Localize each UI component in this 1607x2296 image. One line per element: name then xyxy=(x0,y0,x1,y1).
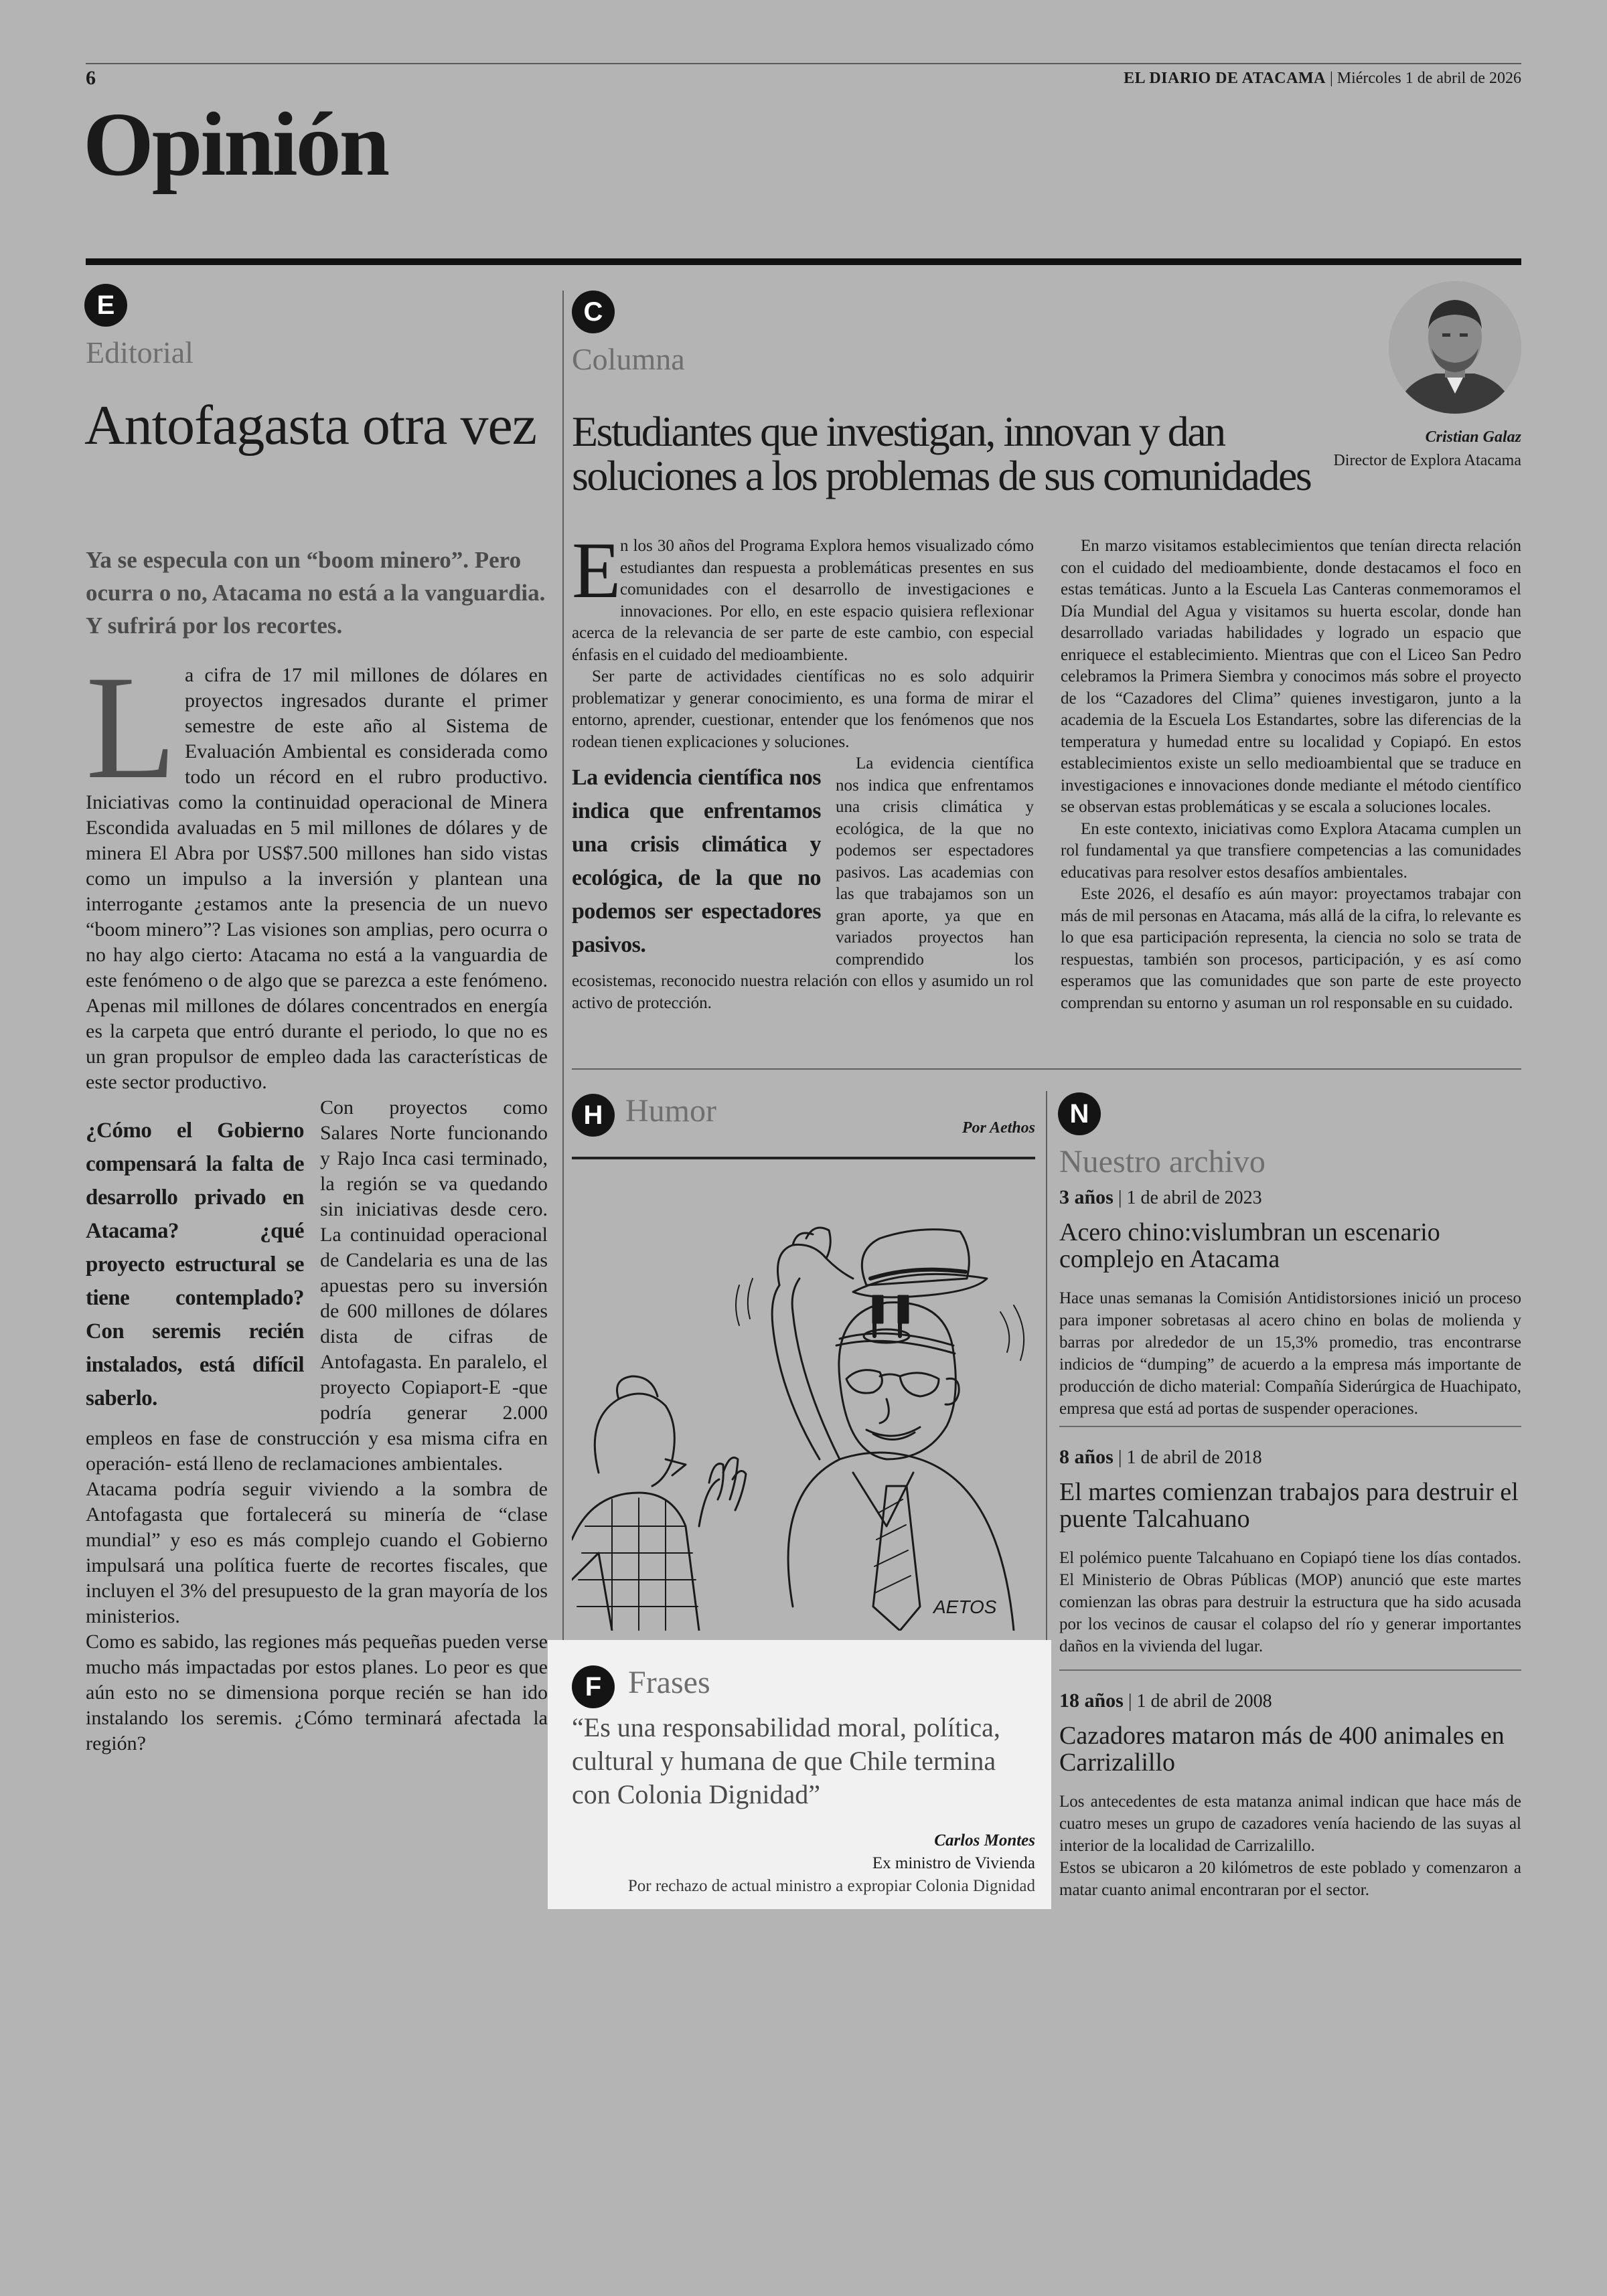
column-paragraph: n los 30 años del Programa Explora hemos visualizado cómo estudiantes dan respuesta a problemáticas presentes en sus comunidades con el desarrollo de investigaciones e innovaciones. Por ello, en este espacio quisiera reflexionar acerca de la relevancia de ser parte de este cambio, con especial énfasis en el cuidado del medioambiente. xyxy=(572,537,1034,664)
archivo-years: 3 años xyxy=(1059,1186,1114,1208)
editorial-paragraph: Como es sabido, las regiones más pequeñas pueden verse mucho más impactadas por estos planes. Lo peor es que aún esto no se dimensiona porque recién se han ido instalando los seremis. ¿Cómo terminará afectada la región? xyxy=(86,1631,548,1754)
archivo-divider xyxy=(1059,1426,1521,1427)
archivo-item xyxy=(1059,1186,1521,1420)
archivo-date: 1 de abril de 2018 xyxy=(1126,1447,1262,1468)
editorial-paragraph: a cifra de 17 mil millones de dólares en proyectos ingresados durante el primer semestre de este año al Sistema de Evaluación Ambiental es considerada como todo un récord en el rubro productivo. Iniciativas como la continuidad operacional de Minera Escondida avaluadas en 5 mil millones de dólares y de minera El Abra por US$7.500 millones han sido vistas como un impulso a la inversión y plantean una interrogante ¿estamos ante la presencia de un nuevo “boom minero”? Las visiones son amplias, pero ocurra o no hay algo cierto: Atacama no está a la vanguardia de este fenómeno o de algo que se parezca a este fenómeno. Apenas mil millones de dólares concentrados en energía es la carpeta que entró durante el periodo, lo que no es un gran propulsor de empleo dada las características de este sector productivo. xyxy=(86,664,548,1093)
archivo-date: 1 de abril de 2008 xyxy=(1136,1691,1272,1712)
humor-byline: Por Aethos xyxy=(962,1119,1035,1137)
page-number: 6 xyxy=(86,67,96,89)
archivo-item xyxy=(1059,1446,1521,1657)
column-paragraph: Ser parte de actividades científicas no es solo adquirir problematizar y generar conocimiento, es una forma de mirar el entorno, aprender, cuestionar, entender que los fenómenos que nos rodean tienen explicaciones y soluciones. xyxy=(572,667,1034,751)
archivo-date-line: 18 años | 1 de abril de 2008 xyxy=(1059,1690,1272,1712)
column-body-right xyxy=(1061,536,1521,1014)
editorial-kicker: Editorial xyxy=(86,335,194,370)
section-rule xyxy=(86,258,1521,265)
archivo-text: Los antecedentes de esta matanza animal indican que hace más de cuatro meses un grupo de cazadores venía haciendo de las suyas al interior de la localidad de Carrizalillo. xyxy=(1059,1793,1521,1855)
column-badge: C xyxy=(572,291,615,333)
section-divider xyxy=(572,1068,1521,1070)
archivo-kicker: Nuestro archivo xyxy=(1059,1144,1266,1179)
archivo-years: 18 años xyxy=(1059,1690,1124,1712)
column-drop-cap: E xyxy=(572,525,621,614)
archivo-text: Hace unas semanas la Comisión Antidistorsiones inició un proceso para imponer sobretasas al acero chino en bolas de molienda y barras por alrededor de un 15,3% promedio, tras encontrarse indicios de “dumping” de acuerdo a la empresa más importante de producción de dicho material: Compañía Siderúrgica de Huachipato, empresa que está ad portas de suspender operaciones. xyxy=(1059,1289,1521,1418)
humor-kicker: Humor xyxy=(625,1093,716,1129)
editorial-pull-quote: ¿Cómo el Gobierno compensará la falta de desarrollo privado en Atacama? ¿qué proyecto estructural se tiene contemplado? Con seremis recién instalados, está difícil saberlo. xyxy=(86,1119,304,1410)
paper-name: EL DIARIO DE ATACAMA xyxy=(1124,70,1326,87)
archivo-headline: Cazadores mataron más de 400 animales en Carrizalillo xyxy=(1059,1722,1505,1777)
editorial-body xyxy=(86,645,548,1756)
archivo-text: El polémico puente Talcahuano en Copiapó tiene los días contados. El Ministerio de Obras Públicas (MOP) anunció que este martes comienzan las obras para destruir la estructura que ha sido acusada por los vecinos de causar el colapso del río y generar importantes daños en la vivienda del lugar. xyxy=(1059,1549,1521,1655)
top-rule xyxy=(86,63,1521,64)
frases-context: Por rechazo de actual ministro a expropiar Colonia Dignidad xyxy=(627,1877,1035,1895)
column-paragraph: En marzo visitamos establecimientos que tenían directa relación con el cuidado del medioambiente, donde destacamos el foco en estas temáticas. Junto a la Escuela Las Canteras conmemoramos el Día Mundial del Agua y visitamos su huerta escolar, donde han desarrollado variadas habilidades y logrado un espacio que enriquece el establecimiento. Mientras que con el Liceo San Pedro celebramos la Primera Siembra y conocimos más sobre el proyecto de los “Cazadores del Clima” quienes investigaron, junto a la academia de la Escuela Los Estandartes, sobre las diferencias de la temperatura y humedad entre su localidad y Copiapó. En estos establecimientos existe un sello medioambiental que se traduce en investigaciones e innovaciones donde mediante el método científico se observan estas problemáticas y se escala a soluciones locales. xyxy=(1061,537,1521,816)
frases-name: Carlos Montes xyxy=(934,1831,1035,1850)
archivo-date-line: 3 años | 1 de abril de 2023 xyxy=(1059,1186,1262,1208)
archivo-date-line: 8 años | 1 de abril de 2018 xyxy=(1059,1446,1262,1468)
editorial-drop-cap: L xyxy=(86,645,177,810)
archivo-years: 8 años xyxy=(1059,1446,1114,1468)
paper-info: EL DIARIO DE ATACAMA | Miércoles 1 de abril de 2026 xyxy=(1124,70,1521,87)
section-title: Opinión xyxy=(83,94,388,195)
editorial-title: Antofagasta otra vez xyxy=(84,394,537,457)
author-photo xyxy=(1389,281,1521,414)
archivo-text: Estos se ubicaron a 20 kilómetros de este poblado y comenzaron a matar cuanto animal encontraran por el sector. xyxy=(1059,1859,1521,1899)
archivo-headline: Acero chino:vislumbran un escenario complejo en Atacama xyxy=(1059,1218,1440,1273)
column-paragraph: Este 2026, el desafío es aún mayor: proyectamos trabajar con más de mil personas en Atacama, más allá de la cifra, lo relevante es lo que esa participación representa, la ciencia no solo se trata de respuestas, también son procesos, participación, y es así como esperamos que las comunidades que son parte de este proyecto comprendan su entorno y asuman un rol responsable en su cuidado. xyxy=(1061,885,1521,1012)
archivo-divider xyxy=(1059,1669,1521,1671)
editorial-badge: E xyxy=(84,284,127,327)
frases-role: Ex ministro de Vivienda xyxy=(872,1854,1035,1872)
frases-badge: F xyxy=(572,1665,615,1708)
column-title: Estudiantes que investigan, innovan y dan soluciones a los problemas de sus comunidades xyxy=(572,408,1311,499)
cartoon-signature: AETOS xyxy=(933,1596,997,1617)
editorial-lead: Ya se especula con un “boom minero”. Pero ocurra o no, Atacama no está a la vanguardia. Y sufrirá por los recortes. xyxy=(86,547,546,639)
frases-quote: “Es una responsabilidad moral, política, cultural y humana de que Chile termina con Colonia Dignidad” xyxy=(572,1712,1000,1809)
column-kicker: Columna xyxy=(572,342,685,376)
column-paragraph: La evidencia científica nos indica que enfrentamos una crisis climática y ecológica, de la que no podemos ser espectadores pasivos. Las academias con las que trabajamos son un gran aporte, ya que en variados proyectos han comprendido los ecosistemas, reconocido nuestra relación con ellos y asumido un rol activo de protección. xyxy=(572,754,1034,1012)
humor-cartoon xyxy=(572,1178,1035,1631)
humor-badge: H xyxy=(572,1094,615,1137)
column-paragraph: En este contexto, iniciativas como Explora Atacama cumplen un rol fundamental ya que transfiere competencias a las comunidades educativas para resolver estos desafíos ambientales. xyxy=(1061,819,1521,882)
column-pull-quote: La evidencia científica nos indica que enfrentamos una crisis climática y ecológica, de la que no podemos ser espectadores pasivos. xyxy=(572,765,821,957)
archivo-item xyxy=(1059,1690,1521,1901)
editorial-paragraph: Con proyectos como Salares Norte funcionando y Rajo Inca casi terminado, la región se va quedando sin iniciativas desde cero. La continuidad operacional de Candelaria es una de las apuestas pero su inversión de 600 millones de dólares dista de cifras de Antofagasta. En paralelo, el proyecto Copiaport-E -que podría generar 2.000 empleos en fase de construcción y esa misma cifra en operación- está lleno de reclamaciones ambientales. xyxy=(86,1096,548,1475)
archivo-headline: El martes comienzan trabajos para destruir el puente Talcahuano xyxy=(1059,1478,1519,1533)
archivo-date: 1 de abril de 2023 xyxy=(1126,1187,1262,1208)
author-role: Director de Explora Atacama xyxy=(1333,452,1521,469)
frases-kicker: Frases xyxy=(628,1665,710,1700)
humor-rule xyxy=(572,1157,1035,1159)
editorial-paragraph: Atacama podría seguir viviendo a la sombra de Antofagasta que fortalecerá su minería de “clase mundial” y eso es más complejo cuando el Gobierno impulsará una política fuerte de recortes fiscales, que incluyen el 3% del presupuesto de la gran mayoría de los ministerios. xyxy=(86,1478,548,1627)
author-name: Cristian Galaz xyxy=(1425,428,1521,446)
issue-date: Miércoles 1 de abril de 2026 xyxy=(1336,70,1521,87)
column-body-left xyxy=(572,525,1034,1014)
archivo-badge: N xyxy=(1058,1092,1101,1135)
